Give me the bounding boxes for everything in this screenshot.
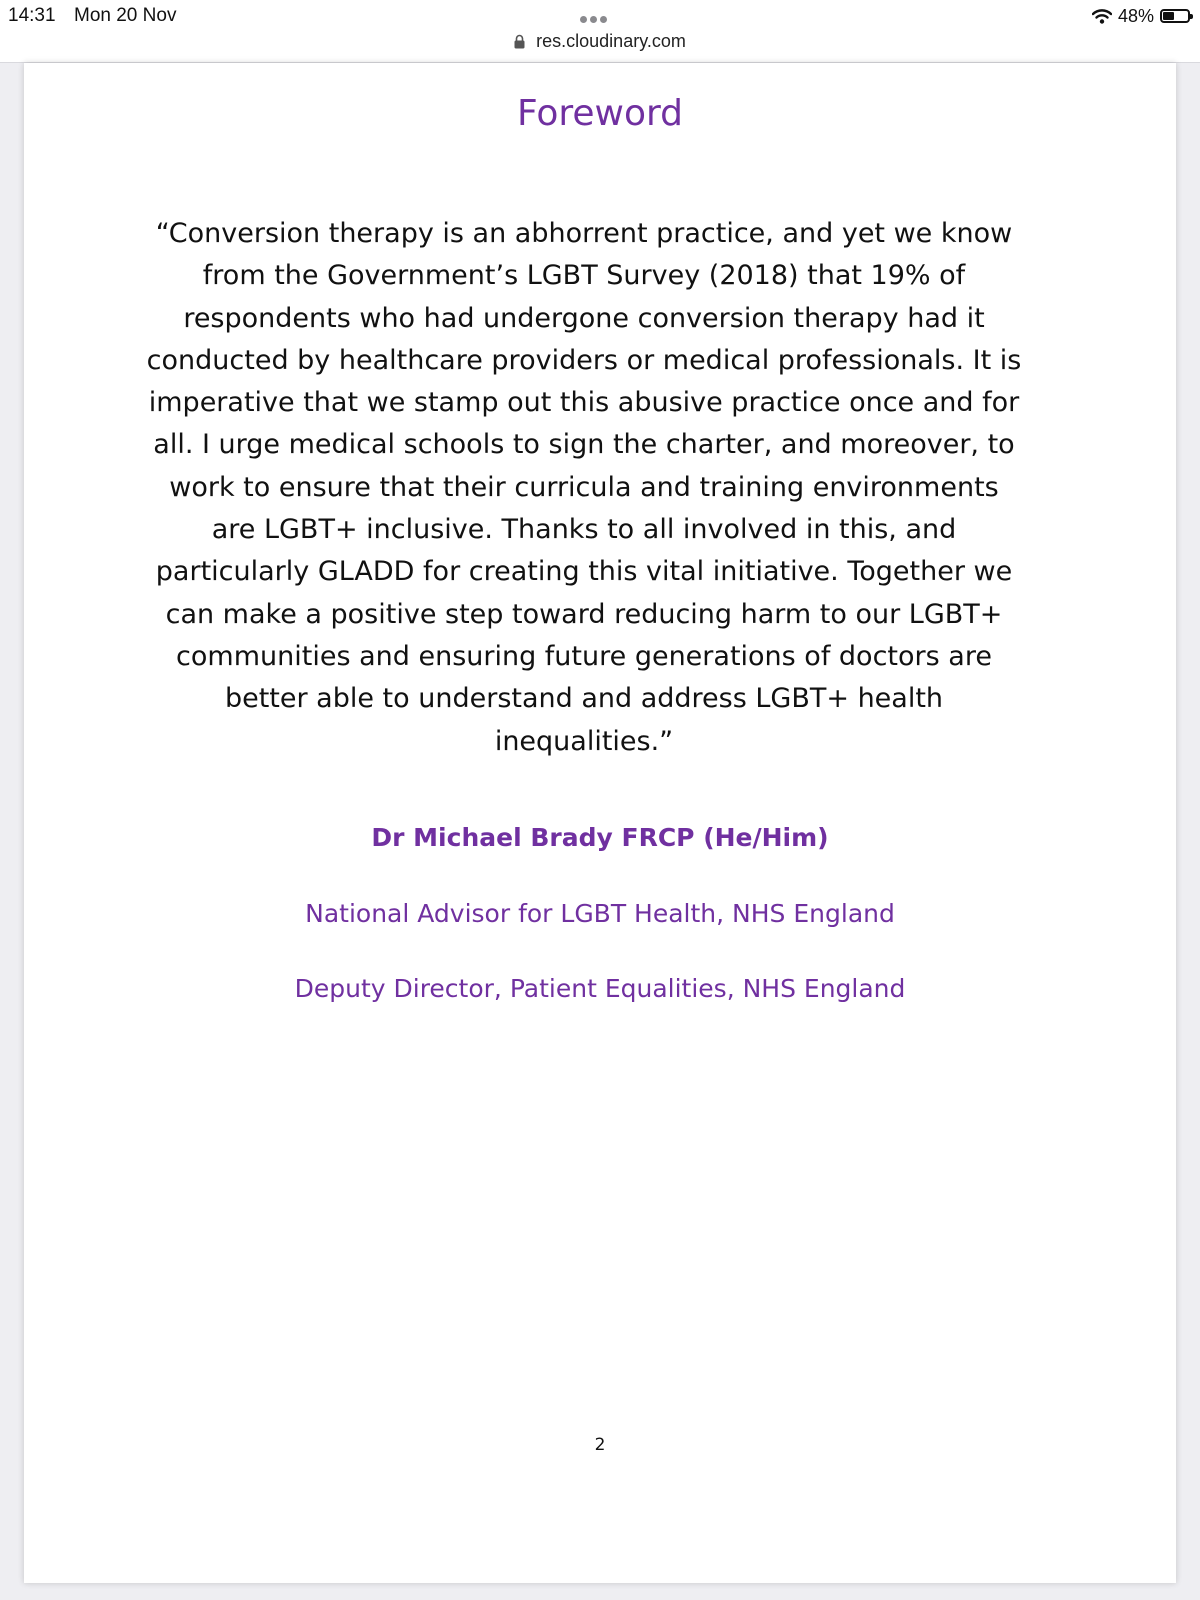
foreword-quote: “Conversion therapy is an abhorrent practice, and yet we know from the Government’s LGBT Survey (2018) that 19% of respondents who had undergone conversion therapy had it conducted by healthcare providers or medical professionals. It is imperative that we stamp out this abusive practice once and for all. I urge medical schools to sign the charter, and moreover, to work to ensure that their curricula and training environments are LGBT+ inclusive. Thanks to all involved in this, and particularly GLADD for creating this vital initiative. Together we can make a positive step toward reducing harm to our LGBT+ communities and ensuring future generations of doctors are better able to understand and address LGBT+ health inequalities.” [146, 218, 1022, 757]
author-role-2: Deputy Director, Patient Equalities, NHS England [294, 974, 906, 1003]
battery-icon [1160, 9, 1190, 23]
document-page [24, 63, 1176, 1583]
status-indicators [1092, 5, 1190, 27]
more-dots-icon[interactable] [580, 10, 620, 20]
url-text: res.cloudinary.com [536, 31, 686, 51]
battery-level-fill [1163, 12, 1174, 20]
lock-icon [514, 34, 525, 49]
status-date: Mon 20 Nov [74, 5, 177, 26]
author-role-1: National Advisor for LGBT Health, NHS England [305, 899, 895, 928]
page-number: 2 [594, 1435, 606, 1455]
status-time: 14:31 [8, 5, 56, 26]
address-bar[interactable] [0, 31, 1200, 52]
battery-percentage: 48% [1117, 5, 1154, 26]
wifi-icon [1092, 9, 1112, 24]
page-title: Foreword [516, 93, 684, 134]
status-bar [0, 0, 1200, 63]
author-name: Dr Michael Brady FRCP (He/Him) [371, 823, 829, 852]
